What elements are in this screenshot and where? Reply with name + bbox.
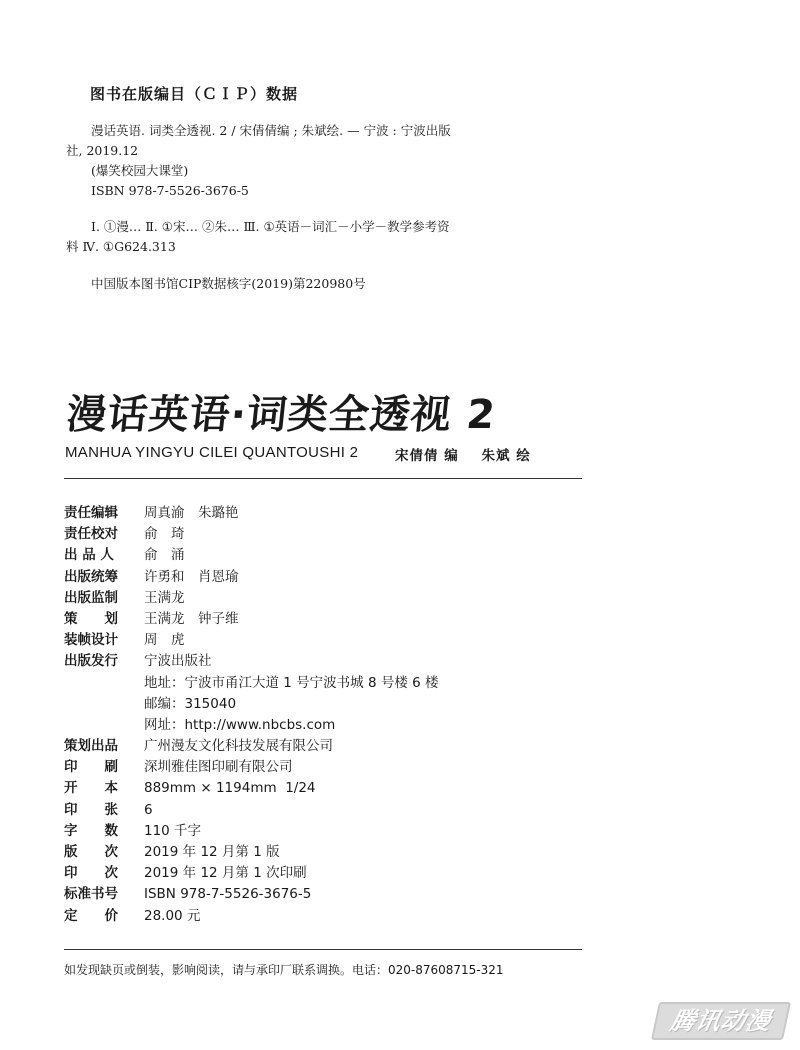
watermark-text: 腾讯动漫 xyxy=(668,1007,774,1035)
credit-value: 邮编：315040 xyxy=(144,695,237,712)
credit-label: 版 次 xyxy=(64,844,118,860)
credit-label xyxy=(64,673,144,694)
credit-value: 地址：宁波市甬江大道 1 号宁波书城 8 号楼 6 楼 xyxy=(144,674,439,691)
cip-line: 料 Ⅳ. ①G624.313 xyxy=(66,239,176,254)
credit-row xyxy=(64,630,439,651)
credit-value: 俞 涌 xyxy=(144,547,185,564)
credit-label: 责任编辑 xyxy=(64,505,118,521)
credit-value: 6 xyxy=(144,801,153,818)
book-title: 漫话英语·词类全透视 2 xyxy=(64,392,498,438)
divider-bottom xyxy=(64,949,582,950)
credit-value: 俞 琦 xyxy=(144,526,185,543)
credit-value: 2019 年 12 月第 1 次印刷 xyxy=(144,865,307,882)
watermark-logo xyxy=(651,1002,791,1040)
credit-row xyxy=(64,524,439,545)
credit-label: 策 划 xyxy=(64,610,118,627)
credit-label xyxy=(64,694,144,715)
credit-label: 出版统筹 xyxy=(64,568,118,585)
credit-label: 装帧设计 xyxy=(64,632,118,649)
credit-value: 28.00 元 xyxy=(144,907,201,924)
credit-value: 889mm × 1194mm 1/24 xyxy=(144,780,316,797)
book-title-pinyin: MANHUA YINGYU CILEI QUANTOUSHI 2 xyxy=(65,444,359,461)
credit-row xyxy=(64,863,439,884)
divider-top xyxy=(64,478,582,479)
credit-value: 周真渝 朱璐艳 xyxy=(144,505,239,521)
credit-row xyxy=(64,609,439,630)
cip-heading: 图书在版编目（ＣＩＰ）数据 xyxy=(90,85,299,103)
credit-value: 广州漫友文化科技发展有限公司 xyxy=(144,738,333,755)
credit-row xyxy=(64,651,439,672)
credit-value: 许勇和 肖恩瑜 xyxy=(144,568,239,585)
credit-row xyxy=(64,567,439,588)
cip-line: 中国版本图书馆CIP数据核字(2019)第220980号 xyxy=(66,276,366,291)
credit-row xyxy=(64,588,439,609)
credit-row xyxy=(64,757,439,778)
cip-line: 社, 2019.12 xyxy=(66,143,139,158)
credit-label: 字 数 xyxy=(64,822,118,839)
credit-label: 出版发行 xyxy=(64,653,118,670)
credit-value: 周 虎 xyxy=(144,632,185,649)
credit-row xyxy=(64,715,439,736)
credit-value: 2019 年 12 月第 1 版 xyxy=(144,844,280,860)
credit-label: 印 次 xyxy=(64,865,118,882)
credit-value: 王满龙 xyxy=(144,589,185,606)
credit-value: 网址：http://www.nbcbs.com xyxy=(144,716,336,733)
cip-line: ISBN 978-7-5526-3676-5 xyxy=(66,183,249,198)
credit-label: 责任校对 xyxy=(64,526,118,543)
book-authors: 宋倩倩 编 朱斌 绘 xyxy=(395,448,531,464)
credit-row xyxy=(64,778,439,799)
credit-row xyxy=(64,906,439,927)
credit-label: 印 张 xyxy=(64,801,118,818)
credit-label: 出 品 人 xyxy=(64,547,114,564)
credit-row xyxy=(64,884,439,905)
credit-row xyxy=(64,694,439,715)
credit-value: 深圳雅佳图印刷有限公司 xyxy=(144,759,293,776)
credit-label: 出版监制 xyxy=(64,589,118,606)
credit-value: ISBN 978-7-5526-3676-5 xyxy=(144,886,312,903)
credit-row xyxy=(64,821,439,842)
credit-label: 定 价 xyxy=(64,907,118,924)
cip-line: Ⅰ. ①漫… Ⅱ. ①宋… ②朱… Ⅲ. ①英语－词汇－小学－教学参考资 xyxy=(66,219,450,234)
credit-row xyxy=(64,736,439,757)
credits-list xyxy=(64,503,439,927)
cip-line: 漫话英语. 词类全透视. 2 / 宋倩倩编 ; 朱斌绘. — 宁波 : 宁波出版 xyxy=(66,123,451,138)
credit-label xyxy=(64,715,144,736)
footer-note: 如发现缺页或倒装，影响阅读，请与承印厂联系调换。电话：020-87608715-321 xyxy=(64,963,504,977)
credit-row xyxy=(64,673,439,694)
credit-value: 110 千字 xyxy=(144,822,202,839)
credit-label: 策划出品 xyxy=(64,738,118,755)
credit-label: 开 本 xyxy=(64,780,118,797)
credit-row xyxy=(64,503,439,524)
credit-value: 王满龙 钟子维 xyxy=(144,610,239,627)
credit-row xyxy=(64,800,439,821)
credit-label: 印 刷 xyxy=(64,759,118,776)
credit-row xyxy=(64,545,439,566)
credit-label: 标准书号 xyxy=(64,886,118,903)
credit-row xyxy=(64,842,439,863)
cip-line: (爆笑校园大课堂) xyxy=(66,163,189,178)
credit-value: 宁波出版社 xyxy=(144,653,212,670)
